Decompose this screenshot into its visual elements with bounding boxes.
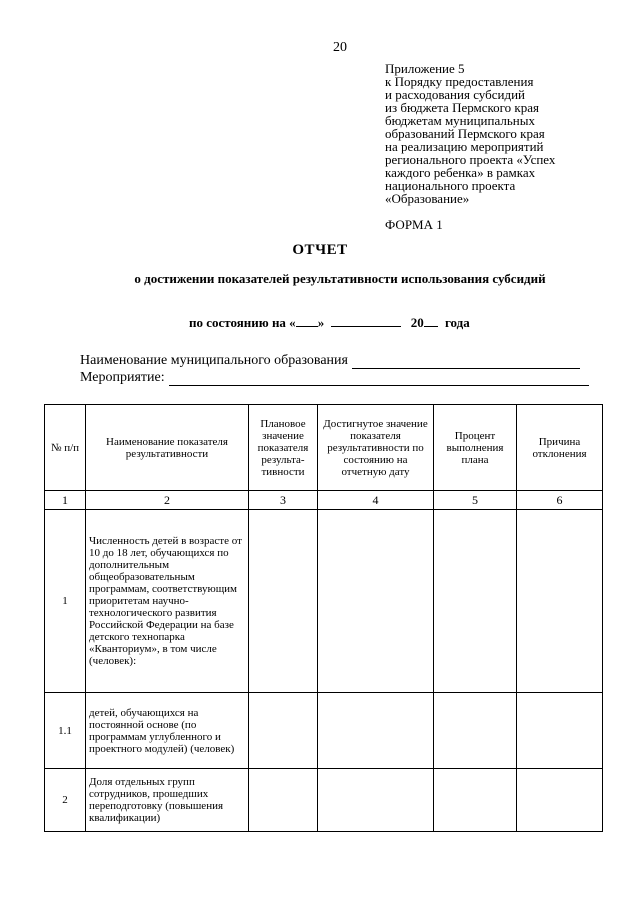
row-number: 1.1 [45, 693, 86, 769]
percent-cell[interactable] [434, 769, 517, 832]
year-blank[interactable] [424, 314, 438, 327]
column-number: 4 [318, 491, 434, 510]
table-row [45, 693, 603, 769]
municipality-field [80, 353, 580, 369]
achieved-value-cell[interactable] [318, 510, 434, 693]
annex-line: национального проекта [385, 178, 516, 193]
annex-line: из бюджета Пермского края [385, 100, 540, 115]
report-subtitle: о достижении показателей результативности использования субсидий [134, 271, 546, 286]
municipality-label: Наименование муниципального образования [80, 353, 348, 368]
municipality-input-line[interactable] [352, 354, 580, 369]
col-header-planned: Плановое значение показателя результа-тивности [249, 405, 318, 491]
annex-block [385, 62, 625, 205]
col-header-indicator: Наименование показателя результативности [86, 405, 249, 491]
annex-line: Приложение 5 [385, 61, 465, 76]
annex-line: на реализацию мероприятий [385, 139, 544, 154]
reason-cell[interactable] [517, 769, 603, 832]
annex-line: бюджетам муниципальных [385, 113, 535, 128]
form-label: ФОРМА 1 [385, 217, 443, 232]
activity-label: Мероприятие: [80, 370, 165, 385]
row-number: 2 [45, 769, 86, 832]
col-header-achieved: Достигнутое значение показателя результативности по состоянию на отчетную дату [318, 405, 434, 491]
column-number: 5 [434, 491, 517, 510]
column-number: 2 [86, 491, 249, 510]
month-blank[interactable] [331, 314, 401, 327]
table-row [45, 769, 603, 832]
annex-line: «Образование» [385, 191, 470, 206]
percent-cell[interactable] [434, 693, 517, 769]
col-header-number: № п/п [45, 405, 86, 491]
row-number: 1 [45, 510, 86, 693]
annex-line: образований Пермского края [385, 126, 545, 141]
report-table [44, 404, 603, 832]
activity-input-line[interactable] [169, 371, 589, 386]
annex-line: регионального проекта «Успех [385, 152, 556, 167]
as-of-date-line [189, 314, 470, 331]
column-number: 1 [45, 491, 86, 510]
indicator-name: Численность детей в возрасте от 10 до 18 лет, обучающихся по дополнительным общеобразовательным программам, соответствующим приоритетам научно-технологического развития Российской Федерации на базе детского технопарка «Кванториум», в том числе (человек): [86, 510, 249, 693]
table-row [45, 510, 603, 693]
planned-value-cell[interactable] [249, 693, 318, 769]
report-title: ОТЧЕТ [292, 242, 348, 258]
reason-cell[interactable] [517, 693, 603, 769]
activity-field [80, 370, 589, 386]
reason-cell[interactable] [517, 510, 603, 693]
page-number: 20 [333, 40, 347, 55]
annex-line: к Порядку предоставления [385, 74, 534, 89]
annex-line: и расходования субсидий [385, 87, 525, 102]
table-header-row [45, 405, 603, 491]
planned-value-cell[interactable] [249, 769, 318, 832]
planned-value-cell[interactable] [249, 510, 318, 693]
indicator-name: детей, обучающихся на постоянной основе (по программам углубленного и проектного модулей) (человек) [86, 693, 249, 769]
column-number: 3 [249, 491, 318, 510]
as-of-prefix: по состоянию на « [189, 315, 296, 330]
col-header-reason: Причина отклонения [517, 405, 603, 491]
as-of-mid: » [317, 315, 325, 330]
annex-line: каждого ребенка» в рамках [385, 165, 536, 180]
as-of-suffix: года [444, 315, 470, 330]
year-prefix: 20 [410, 315, 424, 330]
percent-cell[interactable] [434, 510, 517, 693]
column-number: 6 [517, 491, 603, 510]
achieved-value-cell[interactable] [318, 693, 434, 769]
column-number-row [45, 491, 603, 510]
day-blank[interactable] [296, 314, 318, 327]
achieved-value-cell[interactable] [318, 769, 434, 832]
indicator-name: Доля отдельных групп сотрудников, прошедших переподготовку (повышения квалификации) [86, 769, 249, 832]
col-header-percent: Процент выполнения плана [434, 405, 517, 491]
